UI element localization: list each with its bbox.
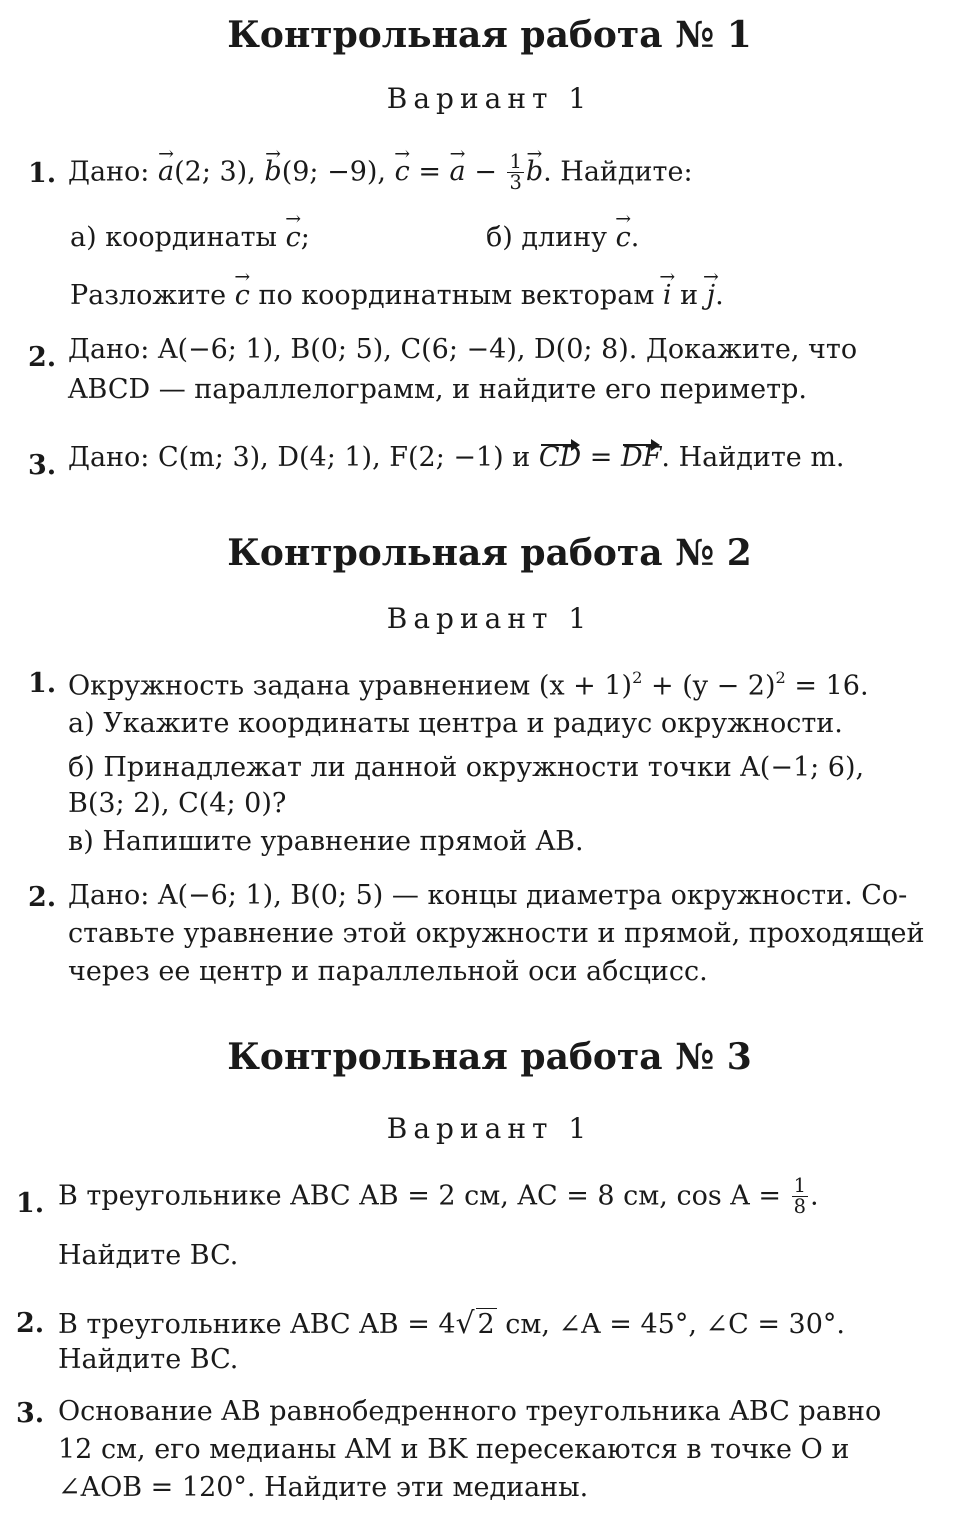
work2-title: Контрольная работа № 2 — [227, 532, 752, 574]
vector-c: → c — [395, 156, 410, 187]
w2-problem1-line2: а) Укажите координаты центра и радиус окружности. — [68, 708, 843, 739]
fraction-one-eighth: $\frac{1}{8}$ — [793, 1174, 806, 1219]
w1-problem1-expand: Разложите → c по координатным векторам → i и → j. — [70, 280, 724, 311]
w1-problem1-sub-a: а) координаты → c; — [70, 222, 310, 253]
vector-cd: CD — [538, 442, 582, 473]
w3-problem3-line3: ∠AOB = 120°. Найдите эти медианы. — [58, 1472, 589, 1503]
w2-problem1-line3: б) Принадлежат ли данной окружности точки A(−1; 6), — [68, 752, 865, 783]
vector-j: → j — [707, 280, 715, 311]
w3-problem3-line1: Основание AB равнобедренного треугольника ABC равно — [58, 1396, 882, 1427]
work3-variant: Вариант 1 — [386, 1112, 593, 1145]
w1-problem3-number: 3. — [28, 450, 57, 481]
work1-title: Контрольная работа № 1 — [227, 14, 752, 56]
vector-a: → a — [158, 156, 174, 187]
w3-problem2-line1: В треугольнике ABC AB = 4√ 2 см, ∠A = 45°, ∠C = 30°. — [58, 1306, 845, 1341]
fraction-one-third: $\frac{1}{3}$ — [509, 150, 522, 195]
w2-problem1-number: 1. — [28, 668, 57, 699]
w3-problem1-line2: Найдите BC. — [58, 1240, 239, 1271]
w2-problem2-line3: через ее центр и параллельной оси абсцисс. — [68, 956, 708, 987]
w1-problem1-line1: Дано: → a(2; 3), → b(9; −9), → c = → a − $\frac{1}{3}$ → b. Найдите: — [68, 152, 693, 194]
w2-problem2-line1: Дано: A(−6; 1), B(0; 5) — концы диаметра окружности. Со- — [68, 880, 908, 911]
w3-problem3-number: 3. — [16, 1398, 45, 1429]
vector-i: → i — [663, 280, 672, 311]
work2-variant: Вариант 1 — [386, 602, 593, 635]
vector-b: → b — [264, 156, 281, 187]
vector-df: DF — [621, 442, 662, 473]
w2-problem1-line5: в) Напишите уравнение прямой AB. — [68, 826, 584, 857]
w2-problem1-line1: Окружность задана уравнением $(x + 1)^2 + (y - 2)^2 = 16$. — [68, 668, 869, 702]
w2-problem2-number: 2. — [28, 882, 57, 913]
w3-problem2-number: 2. — [16, 1308, 45, 1339]
w1-problem2-line2: ABCD — параллелограмм, и найдите его периметр. — [68, 374, 807, 405]
w1-problem1-sub-b: б) длину → c. — [486, 222, 639, 253]
work3-title: Контрольная работа № 3 — [227, 1036, 752, 1078]
w1-problem2-line1: Дано: A(−6; 1), B(0; 5), C(6; −4), D(0; 8). Докажите, что — [68, 334, 858, 365]
w1-problem2-number: 2. — [28, 342, 57, 373]
work1-variant: Вариант 1 — [386, 82, 593, 115]
w3-problem1-line1: В треугольнике ABC AB = 2 см, AC = 8 см, cos A = $\frac{1}{8}$ . — [58, 1174, 819, 1219]
w2-problem2-line2: ставьте уравнение этой окружности и прямой, проходящей — [68, 918, 925, 949]
w2-problem1-line4: B(3; 2), C(4; 0)? — [68, 788, 287, 819]
w3-problem1-number: 1. — [16, 1188, 45, 1219]
w3-problem3-line2: 12 см, его медианы AM и BK пересекаются в точке O и — [58, 1434, 850, 1465]
w3-problem2-line2: Найдите BC. — [58, 1344, 239, 1375]
w1-problem1-number: 1. — [28, 158, 57, 189]
w1-problem3-line: Дано: C(m; 3), D(4; 1), F(2; −1) и CD = DF. Найдите m. — [68, 442, 845, 473]
sqrt-two: 2 — [477, 1309, 495, 1340]
